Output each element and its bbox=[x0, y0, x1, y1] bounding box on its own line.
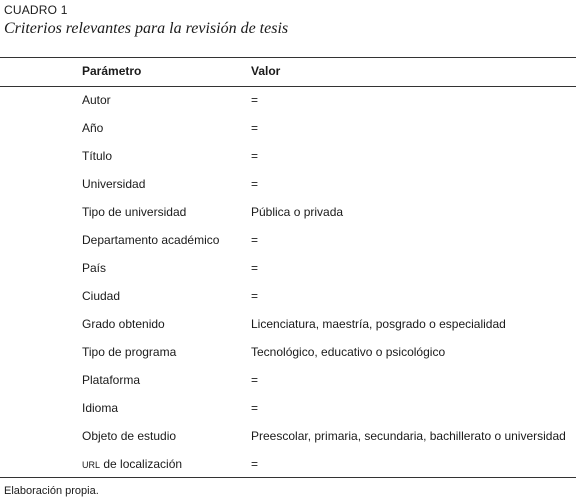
table-source-note: Elaboración propia. bbox=[4, 485, 99, 497]
table-row bbox=[0, 394, 576, 422]
column-header-parameter: Parámetro bbox=[82, 64, 142, 78]
table-row bbox=[0, 86, 576, 114]
row-parameter: Ciudad bbox=[82, 289, 121, 303]
table-row bbox=[0, 142, 576, 170]
table-body bbox=[0, 86, 576, 478]
row-parameter: Tipo de programa bbox=[82, 345, 177, 359]
row-value: = bbox=[251, 457, 259, 471]
row-value: = bbox=[251, 177, 259, 191]
row-value: = bbox=[251, 121, 259, 135]
row-parameter: Universidad bbox=[82, 177, 146, 191]
column-header-value: Valor bbox=[251, 64, 281, 78]
row-parameter: Plataforma bbox=[82, 373, 141, 387]
row-value: Pública o privada bbox=[251, 205, 344, 219]
table-row bbox=[0, 282, 576, 310]
row-value: = bbox=[251, 233, 259, 247]
row-parameter: Grado obtenido bbox=[82, 317, 165, 331]
table-row bbox=[0, 114, 576, 142]
row-value: = bbox=[251, 373, 259, 387]
row-parameter: Autor bbox=[82, 93, 111, 107]
table-row bbox=[0, 338, 576, 366]
row-value: = bbox=[251, 261, 259, 275]
row-value: Licenciatura, maestría, posgrado o especialidad bbox=[251, 317, 506, 331]
row-value: = bbox=[251, 149, 259, 163]
table-row bbox=[0, 310, 576, 338]
table-row bbox=[0, 366, 576, 394]
row-value: = bbox=[251, 289, 259, 303]
row-parameter: País bbox=[82, 261, 107, 275]
table-row bbox=[0, 450, 576, 478]
row-parameter: URL de localización bbox=[82, 457, 183, 471]
table-row bbox=[0, 198, 576, 226]
row-parameter: Objeto de estudio bbox=[82, 429, 177, 443]
top-rule bbox=[0, 57, 576, 58]
row-parameter: Idioma bbox=[82, 401, 119, 415]
table-title: Criterios relevantes para la revisión de tesis bbox=[4, 20, 289, 37]
table-row bbox=[0, 254, 576, 282]
bottom-rule bbox=[0, 477, 576, 478]
row-value: = bbox=[251, 93, 259, 107]
table-row bbox=[0, 422, 576, 450]
row-parameter: Título bbox=[82, 149, 113, 163]
row-parameter: Tipo de universidad bbox=[82, 205, 187, 219]
row-parameter: Departamento académico bbox=[82, 233, 220, 247]
row-value: = bbox=[251, 401, 259, 415]
table-row bbox=[0, 170, 576, 198]
row-parameter: Año bbox=[82, 121, 104, 135]
row-value: Tecnológico, educativo o psicológico bbox=[251, 345, 446, 359]
table-label: CUADRO 1 bbox=[4, 3, 68, 17]
row-value: Preescolar, primaria, secundaria, bachillerato o universidad bbox=[251, 429, 566, 443]
table-row bbox=[0, 226, 576, 254]
